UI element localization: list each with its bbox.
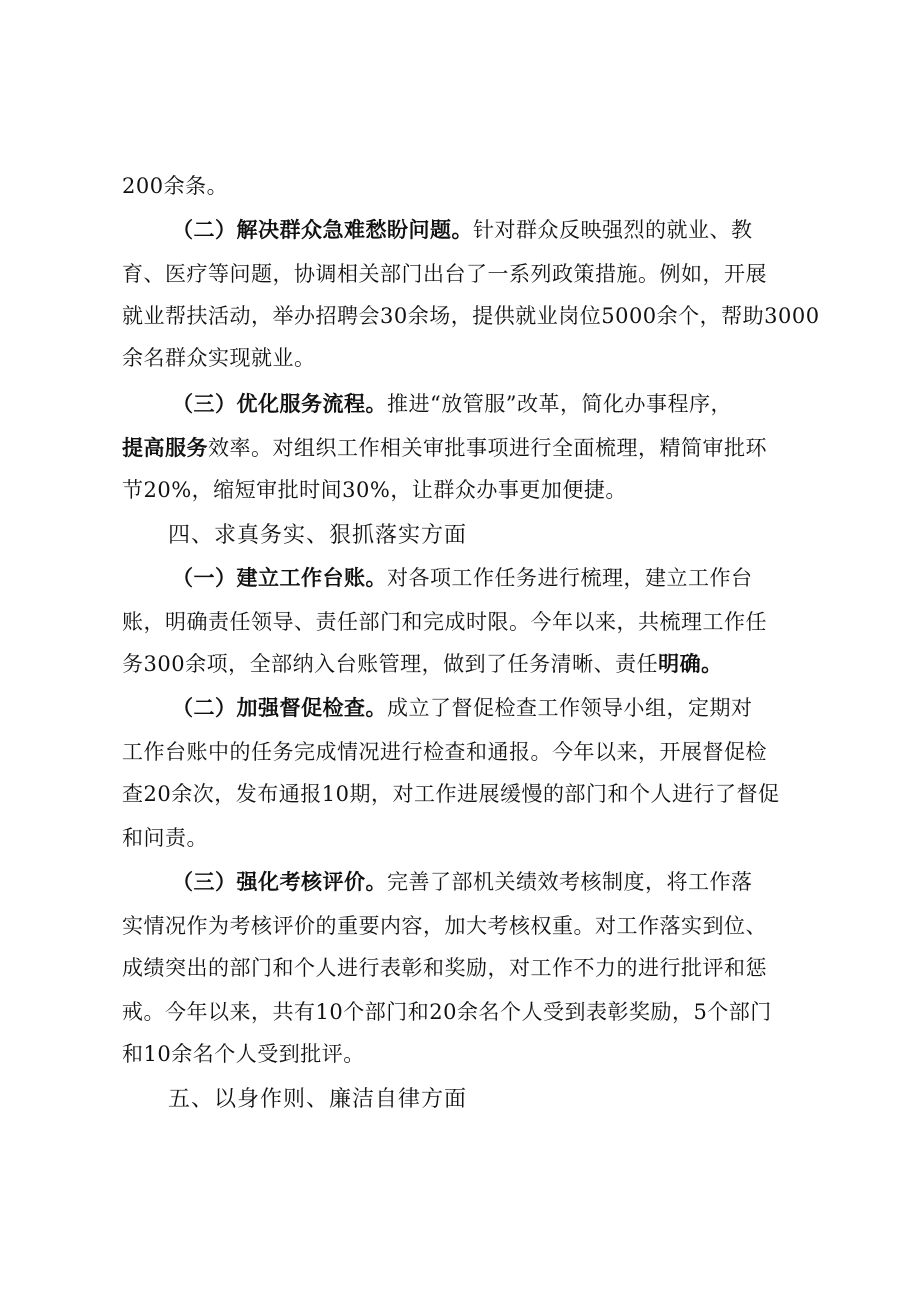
paragraph-line [122,646,812,682]
paragraph-line [122,776,812,812]
text-run: 效率。对组织工作相关审批事项进行全面梳理，精简审批环 [208,436,767,460]
paragraph-line [122,256,812,292]
paragraph-line [122,430,812,466]
text-run: 针对群众反映强烈的就业、教 [473,218,753,242]
section-heading-text: 四、求真务实、狠抓落实方面 [168,523,468,548]
subheading-run: （一）建立工作台账。 [172,565,387,590]
paragraph-line [122,298,820,334]
text-run: 成绩突出的部门和个人进行表彰和奖励，对工作不力的进行批评和惩 [122,956,767,980]
paragraph-line [122,994,812,1030]
text-run: 对各项工作任务进行梳理，建立工作台 [387,566,753,590]
text-run: 推进“放管服”改革，简化办事程序， [387,392,732,416]
text-run: 工作台账中的任务完成情况进行检查和通报。今年以来，开展督促检 [122,740,767,764]
subheading-run: （三）优化服务流程。 [172,391,387,416]
bold-run: 提高服务 [122,435,208,460]
text-run: 成立了督促检查工作领导小组，定期对 [387,696,753,720]
paragraph-line [172,212,812,248]
paragraph-line [172,690,812,726]
text-run: 育、医疗等问题，协调相关部门出台了一系列政策措施。例如，开展 [122,262,767,286]
text-run: 200余条。 [122,174,229,198]
section-heading [168,518,467,554]
text-run: 戒。今年以来，共有10个部门和20余名个人受到表彰奖励，5个部门 [122,1000,772,1024]
paragraph-line [172,560,812,596]
subheading-run: （三）强化考核评价。 [172,869,387,894]
subheading-run: （二）加强督促检查。 [172,695,387,720]
text-run: 和10余名个人受到批评。 [122,1042,365,1066]
section-heading-text: 五、以身作则、廉洁自律方面 [168,1087,468,1112]
text-run: 和问责。 [122,826,208,850]
text-run: 节20%，缩短审批时间30%，让群众办事更加便捷。 [122,478,627,502]
paragraph-line [122,950,812,986]
text-run: 务300余项，全部纳入台账管理，做到了任务清晰、责任 [122,652,659,676]
paragraph-line [172,864,812,900]
text-run: 完善了部机关绩效考核制度，将工作落 [387,870,753,894]
paragraph-line [122,734,812,770]
section-heading [168,1082,467,1118]
text-run: 实情况作为考核评价的重要内容，加大考核权重。对工作落实到位、 [122,914,767,938]
paragraph-line [122,168,812,204]
paragraph-line [172,386,812,422]
paragraph-line [122,472,812,508]
bold-run: 明确。 [658,651,723,676]
paragraph-line [122,820,812,856]
paragraph-line [122,340,812,376]
text-run: 就业帮扶活动，举办招聘会30余场，提供就业岗位5000余个，帮助3000 [122,304,820,328]
text-run: 账，明确责任领导、责任部门和完成时限。今年以来，共梳理工作任 [122,610,767,634]
paragraph-line [122,908,812,944]
subheading-run: （二）解决群众急难愁盼问题。 [172,217,473,242]
text-run: 查20余次，发布通报10期，对工作进展缓慢的部门和个人进行了督促 [122,782,780,806]
paragraph-line [122,604,812,640]
paragraph-line [122,1036,812,1072]
text-run: 余名群众实现就业。 [122,346,316,370]
